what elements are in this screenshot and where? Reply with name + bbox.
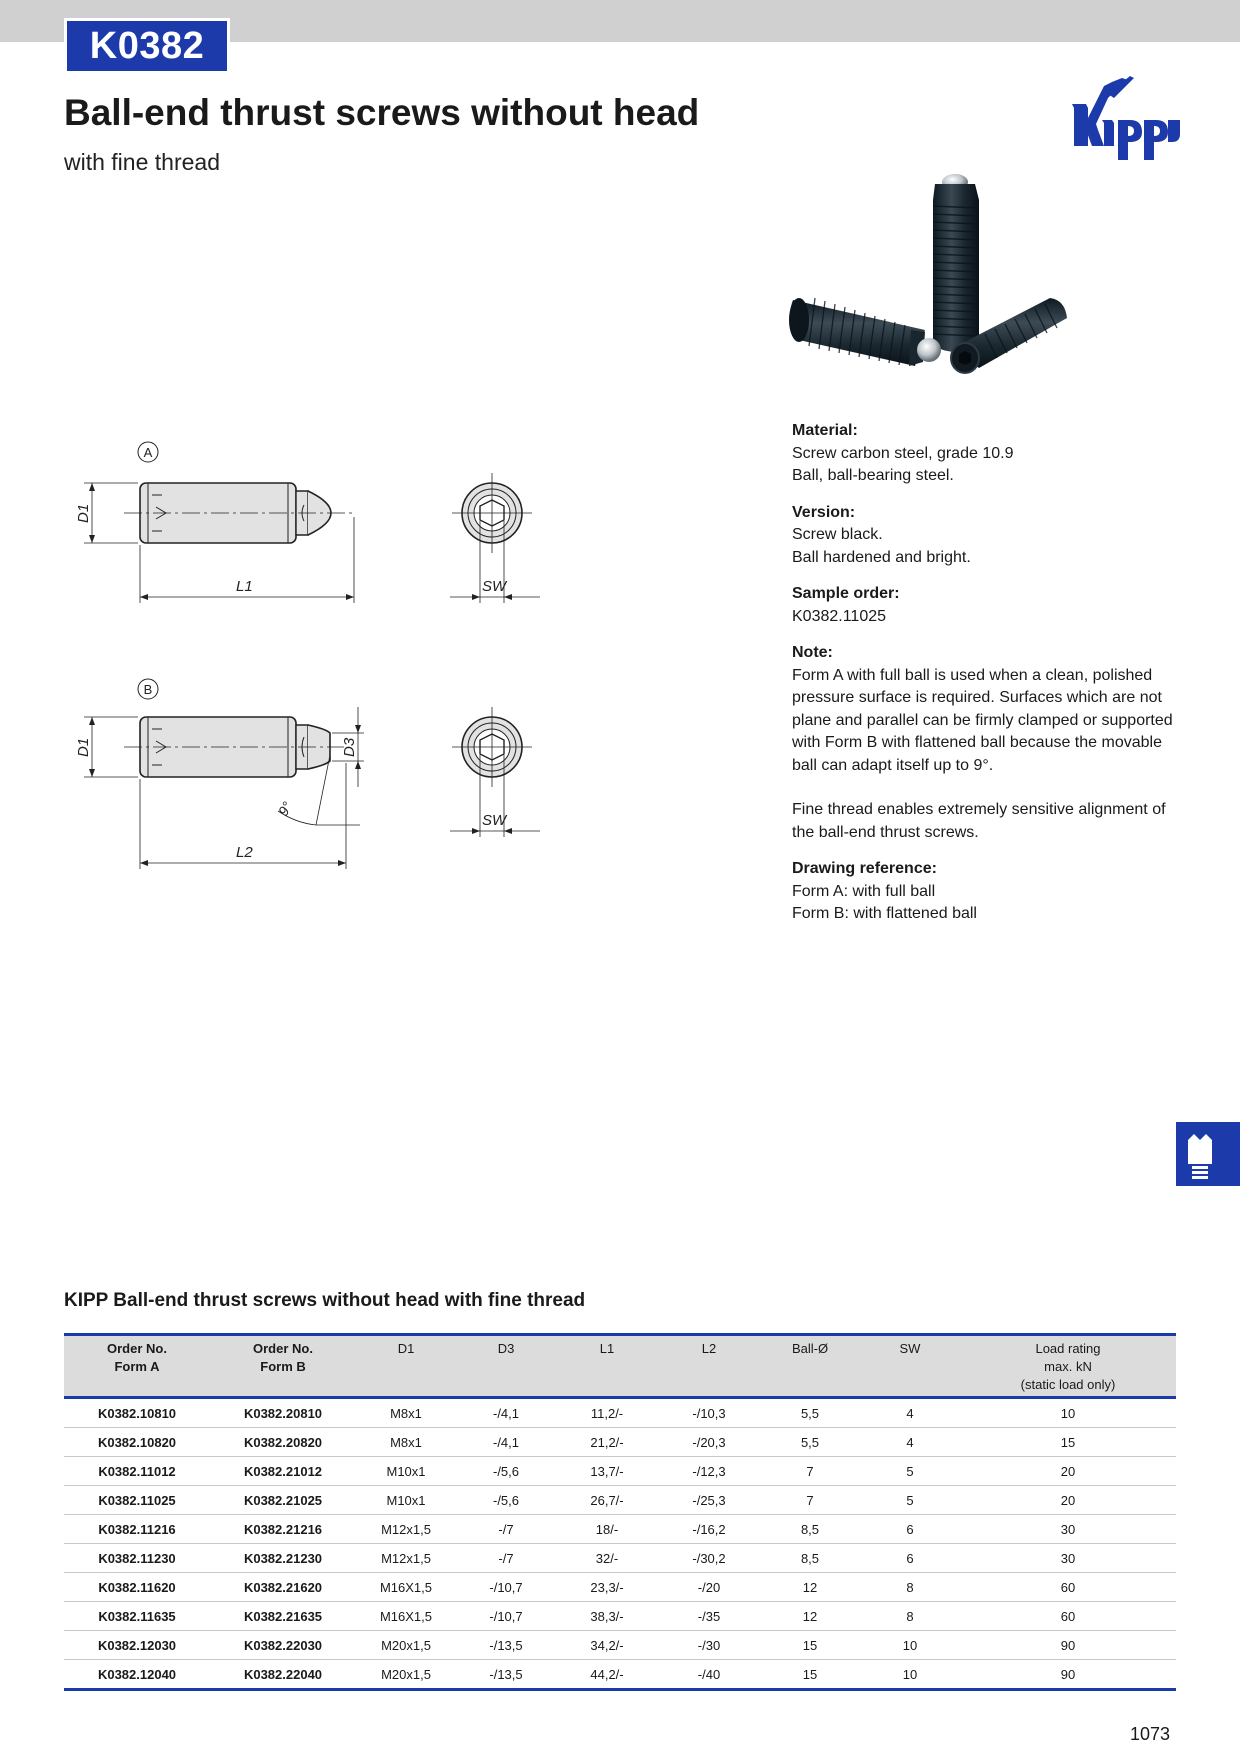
l1-label: L1 bbox=[236, 578, 253, 595]
page-subtitle: with fine thread bbox=[64, 149, 220, 175]
table-row bbox=[64, 1515, 1176, 1544]
table-cell: -/10,7 bbox=[456, 1573, 556, 1602]
table-cell: 8 bbox=[860, 1602, 960, 1631]
kipp-logo bbox=[1068, 74, 1180, 160]
header-l2: L2 bbox=[701, 1341, 717, 1356]
table-cell: M12x1,5 bbox=[356, 1544, 456, 1573]
table-row bbox=[64, 1631, 1176, 1660]
table-cell: M20x1,5 bbox=[356, 1660, 456, 1690]
note-line: ball can adapt itself up to 9°. bbox=[792, 756, 994, 774]
product-table bbox=[64, 1333, 1176, 1691]
version-line: Ball hardened and bright. bbox=[792, 548, 971, 566]
table-cell: K0382.11230 bbox=[64, 1544, 210, 1573]
product-photo bbox=[785, 170, 1185, 400]
table-row bbox=[64, 1544, 1176, 1573]
specifications bbox=[792, 420, 1192, 940]
table-cell: 15 bbox=[760, 1660, 860, 1690]
header-sw: SW bbox=[899, 1341, 921, 1356]
table-cell: -/5,6 bbox=[456, 1486, 556, 1515]
table-row bbox=[64, 1660, 1176, 1690]
table-cell: 20 bbox=[960, 1457, 1176, 1486]
table-cell: 13,7/- bbox=[556, 1457, 658, 1486]
table-cell: -/12,3 bbox=[658, 1457, 760, 1486]
table-cell: -/30 bbox=[658, 1631, 760, 1660]
note-line: the ball-end thrust screws. bbox=[792, 823, 979, 841]
table-cell: -/13,5 bbox=[456, 1660, 556, 1690]
material-heading: Material: bbox=[792, 422, 858, 439]
table-cell: -/13,5 bbox=[456, 1631, 556, 1660]
table-cell: 60 bbox=[960, 1602, 1176, 1631]
angle-label: 9° bbox=[274, 798, 296, 819]
header-load-rating: Load rating max. kN (static load only) bbox=[1020, 1341, 1116, 1392]
version-section bbox=[792, 502, 1192, 570]
sample-order-heading: Sample order: bbox=[792, 585, 900, 602]
table-cell: 15 bbox=[760, 1631, 860, 1660]
table-cell: K0382.11620 bbox=[64, 1573, 210, 1602]
table-cell: M16X1,5 bbox=[356, 1573, 456, 1602]
header-ball-diameter: Ball-Ø bbox=[791, 1341, 829, 1356]
table-row bbox=[64, 1486, 1176, 1515]
sw-label-b: SW bbox=[482, 812, 507, 829]
table-cell: -/4,1 bbox=[456, 1398, 556, 1428]
screw-tab-icon[interactable] bbox=[1176, 1122, 1240, 1186]
header-l1: L1 bbox=[599, 1341, 615, 1356]
table-cell: K0382.22040 bbox=[210, 1660, 356, 1690]
table-cell: 10 bbox=[960, 1398, 1176, 1428]
table-cell: K0382.21025 bbox=[210, 1486, 356, 1515]
table-cell: 15 bbox=[960, 1428, 1176, 1457]
d1-label-b: D1 bbox=[75, 737, 92, 757]
table-cell: 20 bbox=[960, 1486, 1176, 1515]
table-cell: K0382.11635 bbox=[64, 1602, 210, 1631]
table-cell: -/20,3 bbox=[658, 1428, 760, 1457]
table-cell: 7 bbox=[760, 1486, 860, 1515]
table-cell: K0382.22030 bbox=[210, 1631, 356, 1660]
table-cell: 4 bbox=[860, 1428, 960, 1457]
table-cell: 4 bbox=[860, 1398, 960, 1428]
table-cell: 38,3/- bbox=[556, 1602, 658, 1631]
table-cell: 34,2/- bbox=[556, 1631, 658, 1660]
table-cell: -/10,7 bbox=[456, 1602, 556, 1631]
technical-drawings bbox=[64, 425, 584, 885]
table-cell: 8,5 bbox=[760, 1544, 860, 1573]
table-cell: -/5,6 bbox=[456, 1457, 556, 1486]
table-cell: 12 bbox=[760, 1602, 860, 1631]
note-line: pressure surface is required. Surfaces which are not bbox=[792, 689, 1162, 706]
material-line: Ball, ball-bearing steel. bbox=[792, 467, 954, 484]
table-row bbox=[64, 1428, 1176, 1457]
d3-label: D3 bbox=[341, 737, 358, 757]
drawing-reference-heading: Drawing reference: bbox=[792, 860, 937, 877]
table-cell: 8,5 bbox=[760, 1515, 860, 1544]
table-cell: 7 bbox=[760, 1457, 860, 1486]
table-cell: -/40 bbox=[658, 1660, 760, 1690]
table-cell: -/7 bbox=[456, 1515, 556, 1544]
form-a-marker: A bbox=[143, 445, 153, 460]
table-cell: 30 bbox=[960, 1544, 1176, 1573]
sample-order-section bbox=[792, 583, 1192, 628]
table-cell: 5,5 bbox=[760, 1428, 860, 1457]
table-cell: 90 bbox=[960, 1631, 1176, 1660]
table-cell: -/4,1 bbox=[456, 1428, 556, 1457]
table-cell: 26,7/- bbox=[556, 1486, 658, 1515]
table-cell: K0382.21012 bbox=[210, 1457, 356, 1486]
table-cell: K0382.20810 bbox=[210, 1398, 356, 1428]
table-cell: 5 bbox=[860, 1486, 960, 1515]
drawing-reference-section bbox=[792, 858, 1192, 926]
page-title: Ball-end thrust screws without head bbox=[64, 92, 700, 133]
table-cell: K0382.11012 bbox=[64, 1457, 210, 1486]
table-cell: K0382.11216 bbox=[64, 1515, 210, 1544]
note-heading: Note: bbox=[792, 644, 833, 661]
table-cell: -/7 bbox=[456, 1544, 556, 1573]
note-line: plane and parallel can be firmly clamped or supported bbox=[792, 711, 1173, 729]
table-cell: M10x1 bbox=[356, 1486, 456, 1515]
table-cell: K0382.12030 bbox=[64, 1631, 210, 1660]
table-row bbox=[64, 1398, 1176, 1428]
drawing-reference-line: Form B: with flattened ball bbox=[792, 905, 977, 922]
page-number: 1073 bbox=[1130, 1724, 1171, 1744]
table-cell: K0382.21635 bbox=[210, 1602, 356, 1631]
table-cell: -/30,2 bbox=[658, 1544, 760, 1573]
header-order-form-a: Order No. Form A bbox=[107, 1341, 167, 1374]
table-title: KIPP Ball-end thrust screws without head with fine thread bbox=[64, 1290, 586, 1311]
table-cell: 18/- bbox=[556, 1515, 658, 1544]
table-cell: M8x1 bbox=[356, 1398, 456, 1428]
header-d3: D3 bbox=[497, 1341, 515, 1356]
header-order-form-b: Order No. Form B bbox=[253, 1341, 313, 1374]
table-header-row bbox=[64, 1335, 1176, 1398]
table-row bbox=[64, 1602, 1176, 1631]
table-cell: -/25,3 bbox=[658, 1486, 760, 1515]
table-cell: 10 bbox=[860, 1660, 960, 1690]
note-line: Fine thread enables extremely sensitive alignment of bbox=[792, 801, 1166, 818]
table-cell: M16X1,5 bbox=[356, 1602, 456, 1631]
table-cell: M20x1,5 bbox=[356, 1631, 456, 1660]
table-cell: K0382.11025 bbox=[64, 1486, 210, 1515]
table-cell: 30 bbox=[960, 1515, 1176, 1544]
note-section bbox=[792, 642, 1192, 844]
header-d1: D1 bbox=[397, 1341, 415, 1356]
table-cell: 6 bbox=[860, 1515, 960, 1544]
table-cell: -/16,2 bbox=[658, 1515, 760, 1544]
material-section bbox=[792, 420, 1192, 488]
table-cell: 21,2/- bbox=[556, 1428, 658, 1457]
d1-label-a: D1 bbox=[75, 503, 92, 523]
table-cell: 12 bbox=[760, 1573, 860, 1602]
table-cell: 60 bbox=[960, 1573, 1176, 1602]
table-cell: 11,2/- bbox=[556, 1398, 658, 1428]
table-cell: K0382.21230 bbox=[210, 1544, 356, 1573]
table-cell: 5 bbox=[860, 1457, 960, 1486]
table-cell: K0382.12040 bbox=[64, 1660, 210, 1690]
table-cell: K0382.10810 bbox=[64, 1398, 210, 1428]
table-row bbox=[64, 1573, 1176, 1602]
version-line: Screw black. bbox=[792, 526, 883, 543]
table-cell: K0382.20820 bbox=[210, 1428, 356, 1457]
sample-order-value: K0382.11025 bbox=[792, 607, 887, 625]
sw-label-a: SW bbox=[482, 578, 507, 595]
table-cell: 5,5 bbox=[760, 1398, 860, 1428]
table-cell: M12x1,5 bbox=[356, 1515, 456, 1544]
table-cell: K0382.10820 bbox=[64, 1428, 210, 1457]
table-cell: 8 bbox=[860, 1573, 960, 1602]
table-cell: K0382.21216 bbox=[210, 1515, 356, 1544]
material-line: Screw carbon steel, grade 10.9 bbox=[792, 444, 1014, 462]
form-b-marker: B bbox=[143, 682, 153, 697]
note-line: Form A with full ball is used when a clean, polished bbox=[792, 666, 1153, 684]
table-cell: 90 bbox=[960, 1660, 1176, 1690]
table-cell: M8x1 bbox=[356, 1428, 456, 1457]
note-line: with Form B with flattened ball because the movable bbox=[792, 734, 1162, 751]
table-cell: 10 bbox=[860, 1631, 960, 1660]
table-cell: 6 bbox=[860, 1544, 960, 1573]
table-cell: 23,3/- bbox=[556, 1573, 658, 1602]
table-cell: -/20 bbox=[658, 1573, 760, 1602]
screw-icon bbox=[1176, 1122, 1240, 1186]
table-cell: 32/- bbox=[556, 1544, 658, 1573]
l2-label: L2 bbox=[236, 844, 253, 861]
table-cell: 44,2/- bbox=[556, 1660, 658, 1690]
version-heading: Version: bbox=[792, 503, 856, 521]
table-cell: -/10,3 bbox=[658, 1398, 760, 1428]
table-cell: M10x1 bbox=[356, 1457, 456, 1486]
table-row bbox=[64, 1457, 1176, 1486]
table-cell: -/35 bbox=[658, 1602, 760, 1631]
product-code-badge: K0382 bbox=[64, 18, 230, 74]
drawing-reference-line: Form A: with full ball bbox=[792, 882, 936, 900]
table-cell: K0382.21620 bbox=[210, 1573, 356, 1602]
